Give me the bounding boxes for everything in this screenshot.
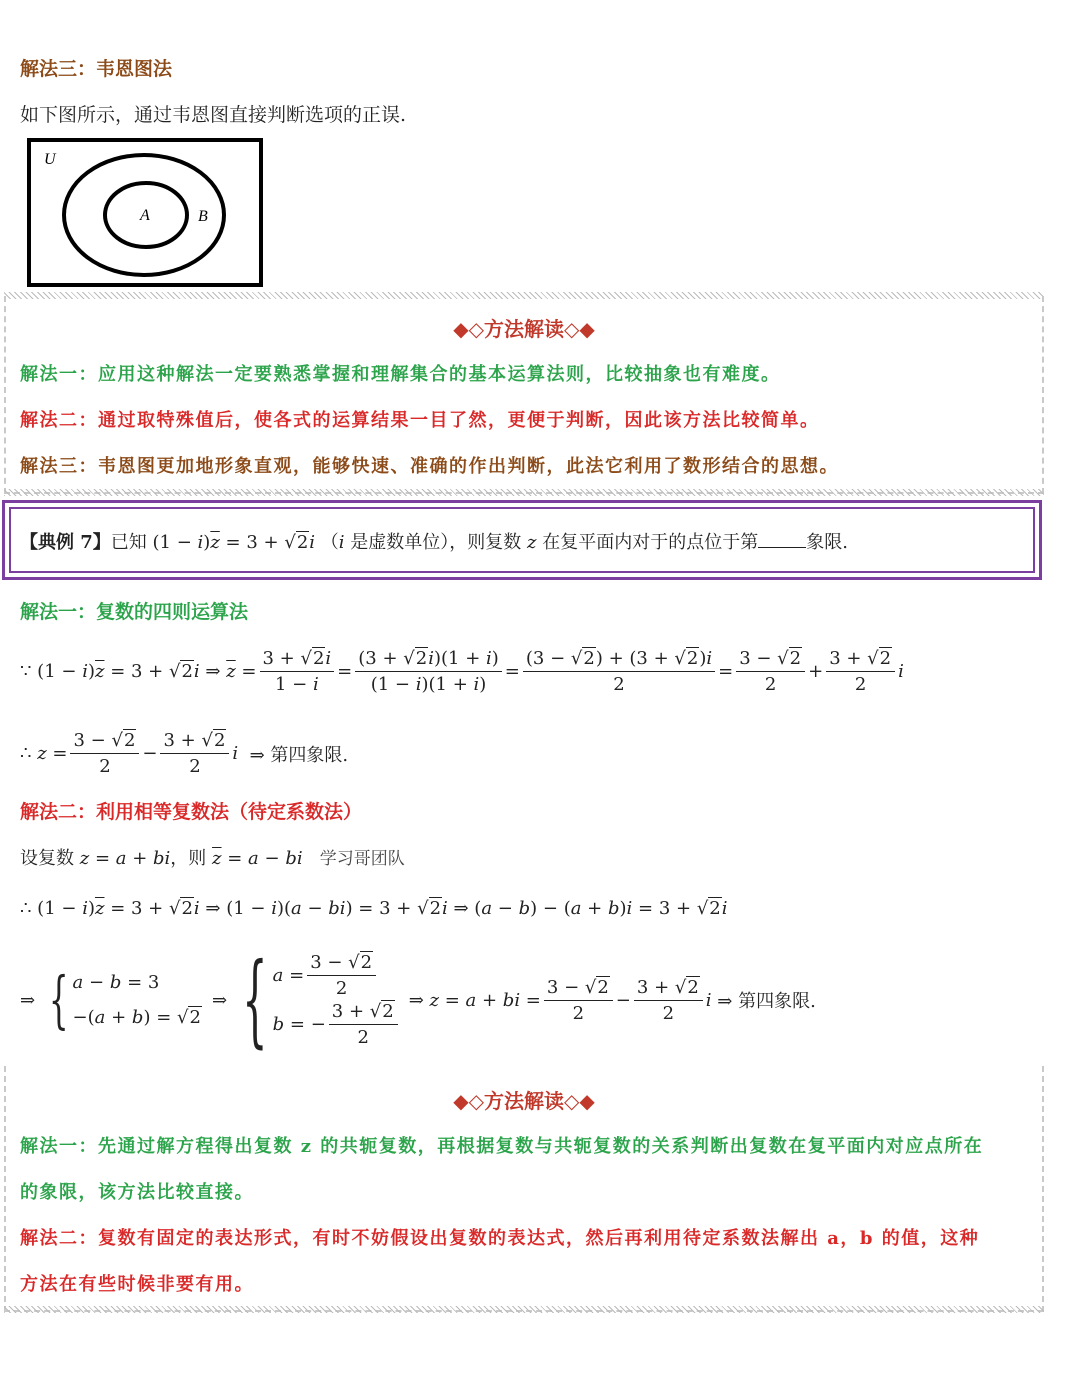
sol2-line-2: ∴ $(1 - i)\overline{z} = 3 + √2i$ ⇒ (1 − i)(a − bi) = 3 + √2i ⇒ (a − b) − (a + b)i = 3 + √2i (20, 898, 728, 919)
sol2-line-1: 设复数 z = a + bi，则 $\overline{z} = a$ − bi 学习哥团队 (20, 848, 405, 869)
sol1-title: 解法一：复数的四则运算法 (20, 601, 249, 623)
venn-label-a: A (140, 207, 150, 224)
method2-item-1-cont: 的象限，该方法比较直接。 (20, 1182, 254, 1203)
example-text: （ (320, 532, 339, 553)
section3-text: 如下图所示，通过韦恩图直接判断选项的正误. (20, 104, 407, 126)
example-text: 在复平面内对于的点位于第 (542, 532, 759, 553)
sol2-title: 解法二：利用相等复数法（待定系数法） (20, 801, 363, 823)
divider (4, 489, 1044, 496)
sol2-conclusion: ⇒ 第四象限. (717, 991, 816, 1012)
example-text: 已知 (110, 532, 147, 553)
sol1-equation-1: ∵ $(1 - i)\overline{z} = 3 + √2i$ ⇒ $\overline{z}$ = $\frac{3 + √2i}{1 - i}$ = $\frac{(3 + √2i)(1 + i)}{(1 - i)(1 + i)}$ = $\frac{(3 - √2) + (3 + √2)i}{2}$ = $\frac{3 - √2}{2}$ + $\frac{3 + √2}{2}$ i (20, 648, 904, 695)
method2-item-2: 解法二：复数有固定的表达形式，有时不妨假设出复数的表达式，然后再利用待定系数法解出 a，b 的值，这种 (20, 1228, 980, 1249)
sol2-text: 设复数 (20, 848, 74, 869)
venn-label-u: U (44, 151, 56, 168)
method1-item-3: 解法三：韦恩图更加地形象直观，能够快速、准确的作出判断，此法它利用了数形结合的思想。 (20, 456, 839, 477)
method2-item-1: 解法一：先通过解方程得出复数 z 的共轭复数，再根据复数与共轭复数的关系判断出复数在复平面内对应点所在 (20, 1136, 984, 1157)
venn-diagram (26, 137, 266, 289)
sol1-conclusion: ⇒ 第四象限. (249, 744, 349, 766)
example-statement: 【典例 7】已知 $(1 - i)\overline{z} = 3 + √2i$ （i 是虚数单位），则复数 z 在复平面内对于的点位于第 象限. (20, 532, 848, 553)
method2-title: ◆◇方法解读◇◆ (453, 1089, 595, 1113)
example-text: 是虚数单位），则复数 (350, 532, 522, 553)
answer-blank (758, 547, 806, 548)
method1-title: ◆◇方法解读◇◆ (453, 317, 595, 341)
example-text: 象限. (806, 532, 848, 553)
method1-item-2: 解法二：通过取特殊值后，使各式的运算结果一目了然，更便于判断，因此该方法比较简单。 (20, 410, 820, 431)
example-label: 【典例 7】 (20, 532, 111, 553)
method1-item-1: 解法一：应用这种解法一定要熟悉掌握和理解集合的基本运算法则，比较抽象也有难度。 (20, 364, 781, 385)
sol2-system: ⇒ { a − b = 3 −(a + b) = √2 ⇒ { a = $\frac{3 - √2}{2}$ b = − $\frac{3 + √2}{2}$ ⇒ z = a + bi = $\frac{3 - √2}{2}$ − $\frac{3 + √2}{2}$ i ⇒ 第四象限. (20, 941, 816, 1058)
venn-label-b: B (198, 208, 208, 225)
divider (4, 1306, 1044, 1313)
method2-item-2-cont: 方法在有些时候非要有用。 (20, 1274, 254, 1295)
section3-title: 解法三：韦恩图法 (20, 58, 173, 80)
sol1-equation-2: ∴ z = $\frac{3 - √2}{2}$ − $\frac{3 + √2}{2}$ i ⇒ 第四象限. (20, 730, 349, 777)
watermark: 学习哥团队 (319, 849, 405, 869)
sol2-text: ，则 (170, 848, 207, 869)
